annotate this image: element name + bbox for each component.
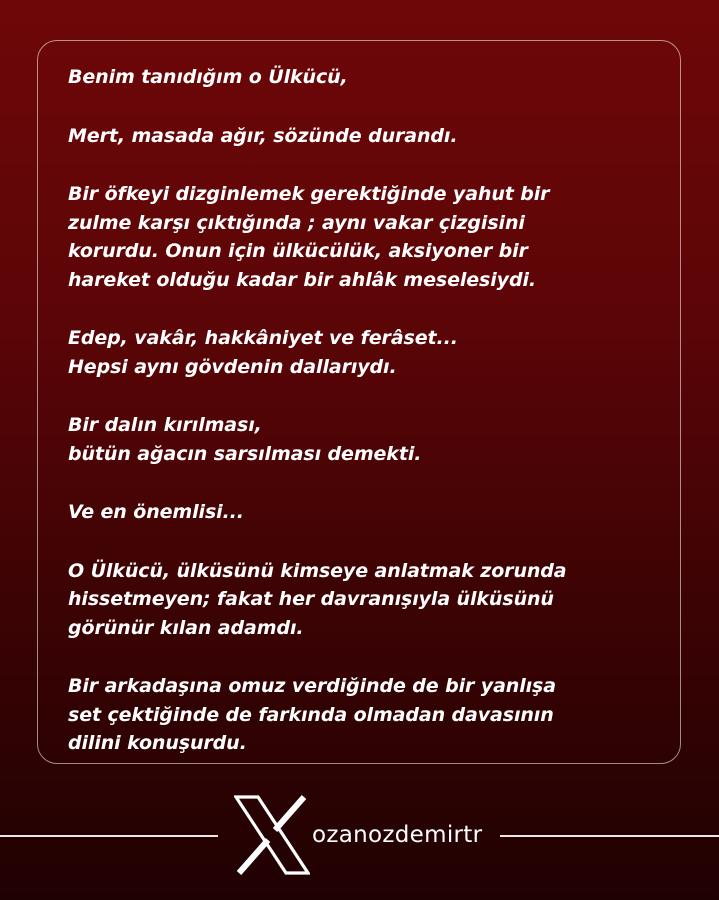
text-line: Mert, masada ağır, sözünde durandı. xyxy=(68,124,458,147)
text-line: zulme karşı çıktığında ; aynı vakar çizgisini xyxy=(68,211,525,234)
text-line: Bir arkadaşına omuz verdiğinde de bir yanlışa xyxy=(68,675,556,697)
text-line: O Ülkücü, ülküsünü kimseye anlatmak zorunda xyxy=(68,559,567,582)
text-line: görünür kılan adamdı. xyxy=(68,616,304,639)
text-line: bütün ağacın sarsılması demekti. xyxy=(68,442,422,465)
paragraph xyxy=(68,411,656,468)
text-line: dilini konuşurdu. xyxy=(68,732,247,754)
account-handle[interactable]: ozanozdemirtr xyxy=(312,822,483,848)
post-card xyxy=(37,40,681,764)
text-line: set çektiğinde de farkında olmadan davasının xyxy=(68,703,554,726)
paragraph xyxy=(68,557,656,643)
footer xyxy=(0,790,719,880)
divider-right xyxy=(500,835,719,837)
x-logo-icon[interactable] xyxy=(234,794,310,876)
text-line: Bir öfkeyi dizginlemek gerektiğinde yahut bir xyxy=(68,183,550,205)
text-line: Edep, vakâr, hakkâniyet ve ferâset... xyxy=(68,327,458,349)
paragraph xyxy=(68,324,656,381)
text-line: hareket olduğu kadar bir ahlâk meselesiydi. xyxy=(68,268,536,291)
paragraph xyxy=(68,63,656,92)
text-line: Bir dalın kırılması, xyxy=(68,414,262,436)
paragraph xyxy=(68,180,656,294)
text-line: korurdu. Onun için ülkücülük, aksiyoner bir xyxy=(68,240,528,262)
text-line: Hepsi aynı gövdenin dallarıydı. xyxy=(68,355,397,378)
text-line: hissetmeyen; fakat her davranışıyla ülküsünü xyxy=(68,588,554,610)
divider-left xyxy=(0,835,218,837)
text-line: Benim tanıdığım o Ülkücü, xyxy=(68,66,348,88)
paragraph xyxy=(68,672,656,758)
text-line: Ve en önemlisi... xyxy=(68,501,244,523)
paragraph xyxy=(68,122,656,151)
paragraph xyxy=(68,498,656,527)
